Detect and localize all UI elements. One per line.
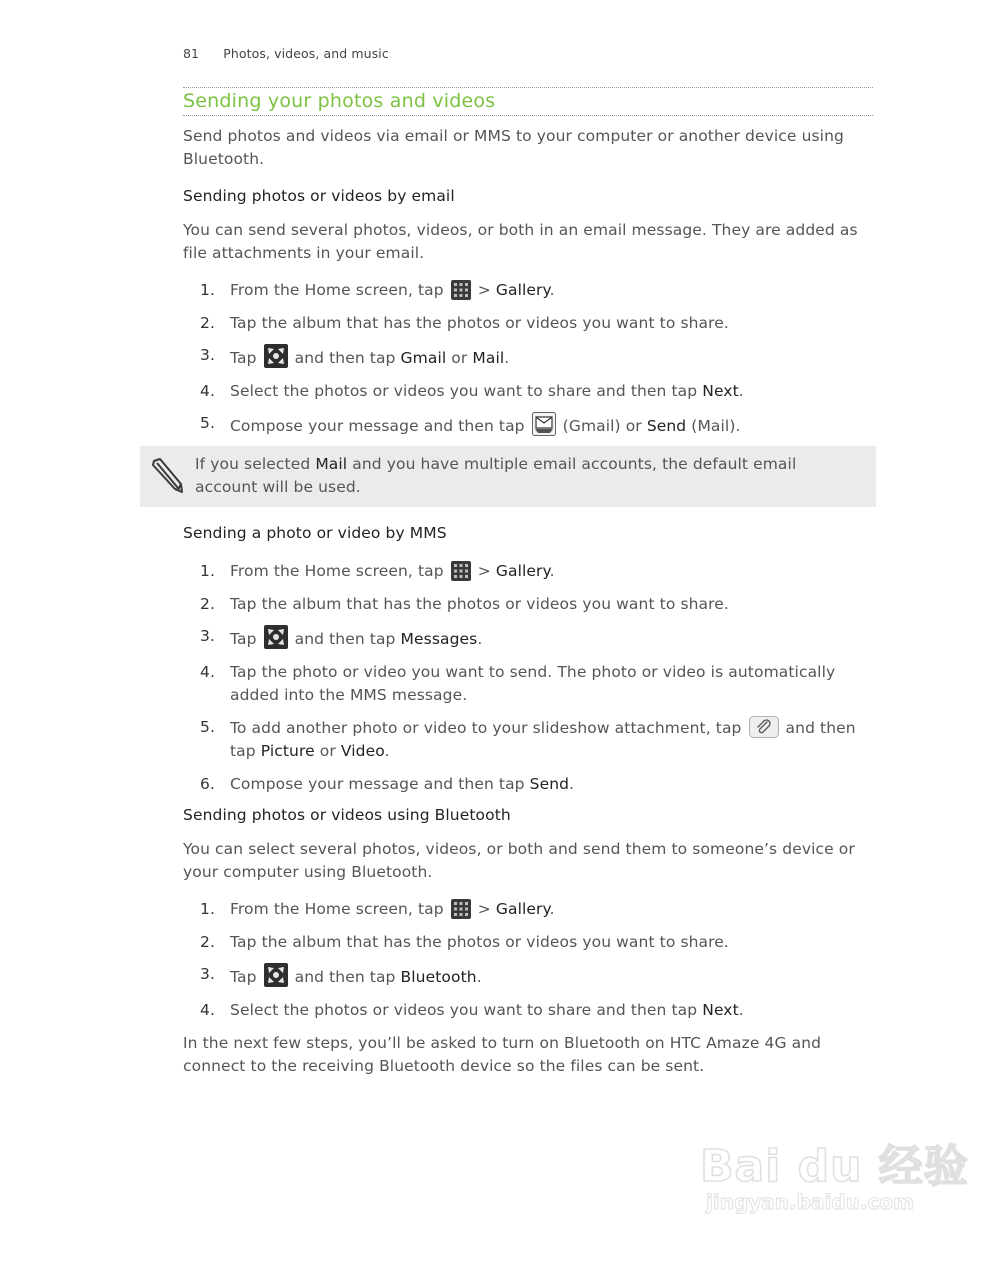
email-heading: Sending photos or videos by email	[183, 187, 455, 205]
intro-paragraph: Send photos and videos via email or MMS to your computer or another device using Bluetooth.	[183, 127, 844, 168]
list-item: 4. Tap the photo or video you want to send. The photo or video is automatically added into the MMS message.	[200, 662, 836, 704]
list-item: 5. Compose your message and then tap (Gmail) or Send (Mail).	[200, 414, 741, 435]
share-icon[interactable]	[264, 963, 288, 987]
title-rule-bottom	[183, 115, 873, 116]
bluetooth-heading: Sending photos or videos using Bluetooth	[183, 806, 511, 824]
list-item: 1. From the Home screen, tap > Gallery.	[200, 562, 555, 580]
mms-heading: Sending a photo or video by MMS	[183, 524, 447, 542]
attach-icon[interactable]	[749, 716, 779, 738]
list-item: 3. Tap and then tap Bluetooth.	[200, 965, 482, 986]
note-text: If you selected Mail and you have multiple email accounts, the default email account will be used.	[195, 455, 797, 496]
share-icon[interactable]	[264, 344, 288, 368]
list-item: 2. Tap the album that has the photos or videos you want to share.	[200, 313, 729, 332]
list-item: 2. Tap the album that has the photos or videos you want to share.	[200, 932, 729, 951]
list-item: 1. From the Home screen, tap > Gallery.	[200, 281, 555, 299]
mms-steps	[200, 560, 875, 805]
title-rule-top	[183, 87, 873, 88]
share-icon[interactable]	[264, 625, 288, 649]
section-title: Sending your photos and videos	[183, 90, 496, 112]
bluetooth-steps	[200, 898, 875, 1031]
page-number: 81	[183, 46, 200, 61]
list-item: 4. Select the photos or videos you want to share and then tap Next.	[200, 381, 744, 400]
list-item: 6. Compose your message and then tap Send.	[200, 774, 575, 793]
list-item: 3. Tap and then tap Messages.	[200, 627, 483, 648]
baidu-watermark	[700, 1130, 969, 1214]
email-steps	[200, 279, 875, 448]
email-description: You can send several photos, videos, or both in an email message. They are added as file attachments in your email.	[183, 221, 858, 262]
send-mail-icon[interactable]	[532, 412, 556, 436]
watermark-logo: Bai du 经验	[700, 1141, 969, 1192]
note-box	[140, 446, 876, 507]
list-item: 1. From the Home screen, tap > Gallery.	[200, 900, 555, 918]
list-item: 5. To add another photo or video to your slideshow attachment, tap and then tap Picture or Video.	[200, 718, 856, 760]
list-item: 3. Tap and then tap Gmail or Mail.	[200, 346, 510, 367]
watermark-url: jingyan.baidu.com	[706, 1190, 914, 1214]
closing-paragraph: In the next few steps, you’ll be asked to turn on Bluetooth on HTC Amaze 4G and connect to the receiving Bluetooth device so the files can be sent.	[183, 1034, 822, 1075]
gallery-label: Gallery	[495, 281, 550, 299]
list-item: 4. Select the photos or videos you want to share and then tap Next.	[200, 1000, 744, 1019]
all-apps-icon[interactable]	[451, 561, 471, 581]
pencil-icon	[148, 456, 186, 494]
page-header	[183, 46, 389, 61]
all-apps-icon[interactable]	[451, 899, 471, 919]
bluetooth-description: You can select several photos, videos, or both and send them to someone’s device or your computer using Bluetooth.	[183, 840, 855, 881]
list-item: 2. Tap the album that has the photos or videos you want to share.	[200, 594, 729, 613]
all-apps-icon[interactable]	[451, 280, 471, 300]
chapter-title: Photos, videos, and music	[223, 46, 389, 61]
